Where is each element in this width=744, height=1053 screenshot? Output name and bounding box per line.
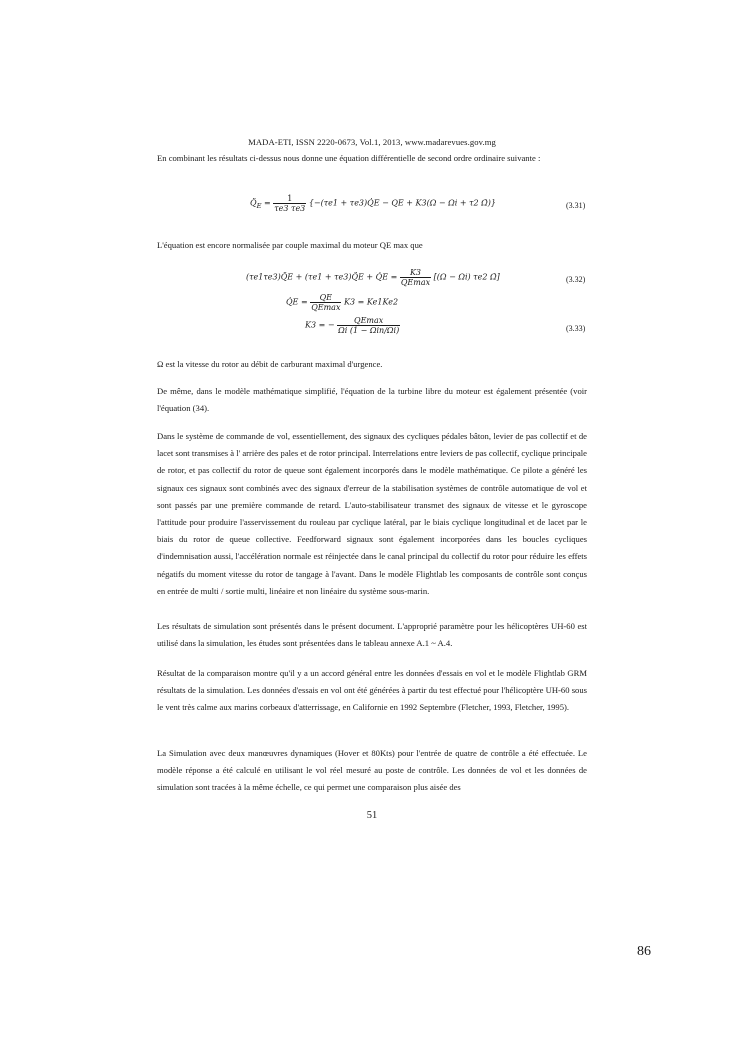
omega-definition: Ω est la vitesse du rotor au débit de carburant maximal d'urgence. (157, 359, 383, 369)
eq333-frac-num: QEmax (337, 316, 400, 326)
eq333-lhs: K3 = − (305, 320, 338, 330)
eq332-body: [(Ω − Ωi) τe2 Ω̇] (433, 272, 500, 282)
eq332-frac-den: QEmax (400, 278, 431, 287)
eq331-frac-num: 1 (273, 194, 306, 204)
eq331-equals: = (261, 198, 274, 208)
equation-3-31 (250, 194, 496, 213)
intro-line: En combinant les résultats ci-dessus nous donne une équation différentielle de second ordre ordinaire suivante : (157, 153, 541, 163)
inner-page-number: 51 (366, 810, 378, 821)
equation-number-3-33: (3.33) (566, 324, 586, 333)
paragraph-comparison: Résultat de la comparaison montre qu'il y a un accord général entre les données d'essais en vol et le modèle Flightlab GRM résultats de la simulation. Les données d'essais en vol ont été générées à partir du test effectué pour l'hélicoptère UH-60 sous le vent très calme aux marins corbeaux d'atterrissage, en Californie en 1992 Septembre (Fletcher, 1993, Fletcher, 1995). (157, 668, 587, 713)
paragraph-dynamic-maneuvers: La Simulation avec deux manœuvres dynamiques (Hover et 80Kts) pour l'entrée de quatre de contrôle a été effectuée. Le modèle réponse a été calculé en utilisant le vol réel mesuré au poste de contrôle. Les données de vol et les données de simulation sont tracées à la même échelle, ce qui permet une comparaison plus aisée des (157, 748, 587, 793)
equation-3-32 (246, 268, 500, 287)
equation-number-3-32: (3.32) (566, 275, 586, 284)
eq332b-frac-num: QE (310, 293, 341, 303)
eq332b-lhs: Q̇E = (286, 297, 311, 307)
eq331-lhs-sub: E (256, 202, 262, 211)
eq332-frac-num: K3 (400, 268, 431, 278)
eq332b-body: K3 = Ke1Ke2 (344, 297, 399, 307)
equation-3-33 (305, 316, 400, 335)
eq331-body: {−(τe1 + τe3)Q̇E − QE + K3(Ω − Ωi + τ2 Ω̇)} (308, 198, 497, 208)
paragraph-simulation-results: Les résultats de simulation sont présentés dans le présent document. L'approprié paramètre pour les hélicoptères UH-60 est utilisé dans la simulation, les études sont présentées dans le tableau annexe A.1 ~ A.4. (157, 621, 587, 649)
eq331-frac-den: τe3 τe3 (274, 204, 306, 213)
outer-page-number: 86 (637, 944, 651, 959)
eq333-fraction (337, 316, 400, 335)
eq332-fraction (400, 268, 431, 287)
eq331-lhs: Q̈ (250, 198, 257, 208)
eq333-frac-den: Ωi (1 − Ωin/Ωi) (338, 326, 400, 335)
eq332b-fraction (310, 293, 341, 312)
running-header: MADA-ETI, ISSN 2220-0673, Vol.1, 2013, www.madarevues.gov.mg (248, 137, 496, 147)
eq331-fraction (273, 194, 306, 213)
eq332-text: (τe1τe3)Q̈E + (τe1 + τe3)Q̈E + Q̇E = (246, 272, 400, 282)
equation-number-3-31: (3.31) (566, 201, 586, 210)
normalized-line: L'équation est encore normalisée par couple maximal du moteur QE max que (157, 240, 423, 250)
paragraph-turbine: De même, dans le modèle mathématique simplifié, l'équation de la turbine libre du moteur est également présentée (voir l'équation (34). (157, 386, 587, 414)
equation-3-32-aux (286, 293, 398, 312)
paragraph-flight-control: Dans le système de commande de vol, essentiellement, des signaux des cycliques pédales bâton, levier de pas collectif et de lacet sont transmises à l' arrière des pales et de rotor principal. Interrelations entre leviers de pas collectif, cyclique principale de rotor, et pas collectif du rotor de queue sont également incorporés dans le modèle mathématique. Ce pilote a généré les signaux ces signaux sont combinés avec des signaux d'erreur de la stabilisation systèmes de contrôle automatique de vol et sont passés par une première commande de retard. L'auto-stabilisateur transmet des signaux de vitesse et le gyroscope l'attitude pour produire l'asservissement du rouleau par cyclique latéral, par le biais cyclique longitudinal et de lacet par le biais du rotor de queue collective. Feedforward signaux sont également incorporées dans les boucles cycliques d'indemnisation aussi, l'accélération normale est réinjectée dans le canal principal du collectif du rotor pour réduire les effets négatifs du moment vitesse du rotor de tangage à l'avant. Dans le modèle Flightlab les composants de contrôle sont conçus en entrée de multi / sortie multi, linéaire et non linéaire du système sous-marin. (157, 431, 587, 596)
eq332b-frac-den: QEmax (311, 303, 341, 312)
